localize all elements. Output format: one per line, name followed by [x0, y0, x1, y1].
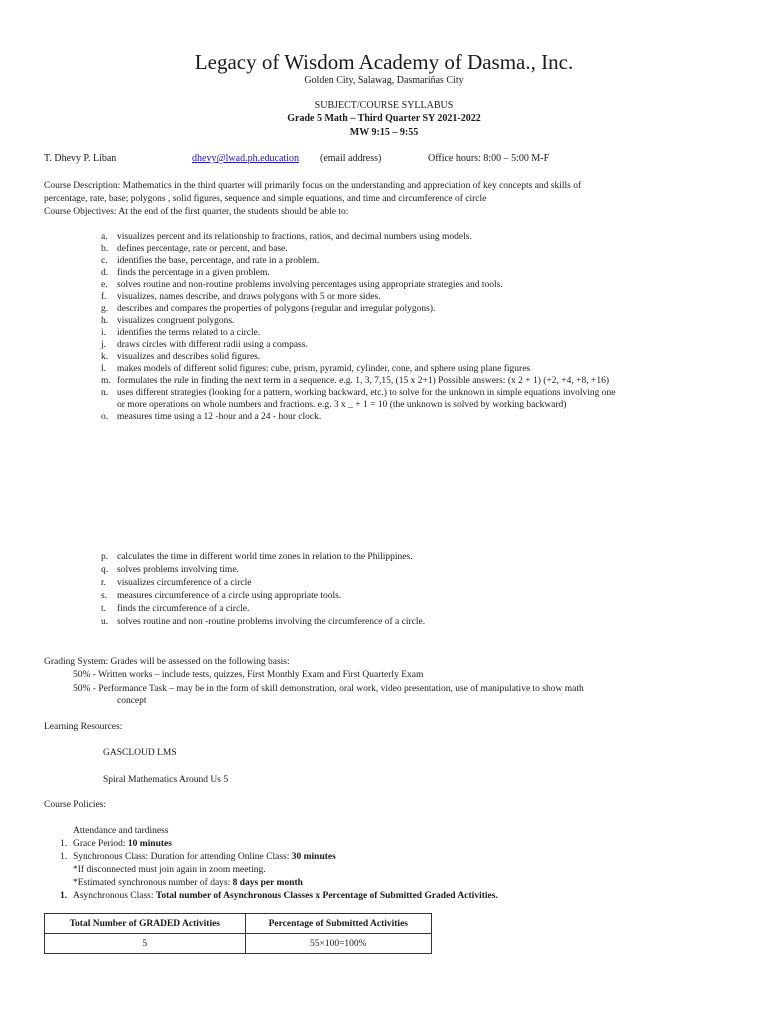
objective-item: j. draws circles with different radii using a compass. — [101, 340, 308, 350]
objective-item: p. calculates the time in different world time zones in relation to the Philippines. — [101, 552, 413, 562]
resource-item: Spiral Mathematics Around Us 5 — [103, 775, 229, 785]
disconnect-note: *If disconnected must join again in zoom meeting. — [73, 865, 266, 875]
objective-item: or more operations on whole numbers and fractions. e.g. 3 x _ + 1 = 10 (the unknown is solved by working backward) — [117, 400, 567, 410]
objective-item: i. identifies the terms related to a circle. — [101, 328, 261, 338]
office-hours: Office hours: 8:00 – 5:00 M-F — [428, 153, 550, 164]
objectives-list-a — [101, 231, 615, 423]
objective-item: e. solves routine and non-routine problems involving percentages using appropriate strategies and tools. — [101, 280, 503, 290]
objectives-list-b — [101, 551, 425, 629]
table-header-row — [45, 914, 432, 934]
objective-item: f. visualizes, names describe, and draws polygons with 5 or more sides. — [101, 292, 381, 302]
objective-item: b. defines percentage, rate or percent, and base. — [101, 244, 288, 254]
email-note: (email address) — [320, 153, 382, 164]
course-description-line-2: percentage, rate, base; polygons , solid figures, sequence and simple equations, and time and circumference of circle — [44, 194, 487, 204]
table-cell: 55×100=100% — [245, 934, 431, 954]
table-cell: 5 — [45, 934, 246, 954]
objective-item: d. finds the percentage in a given problem. — [101, 268, 270, 278]
table-header-cell: Percentage of Submitted Activities — [245, 914, 431, 934]
objective-item: h. visualizes congruent polygons. — [101, 316, 235, 326]
policy-item-asynchronous: 1. Asynchronous Class: Total number of Asynchronous Classes x Percentage of Submitted Graded Activities. — [60, 891, 498, 901]
table-header-cell: Total Number of GRADED Activities — [45, 914, 246, 934]
objective-item: l. makes models of different solid figures: cube, prism, pyramid, cylinder, cone, and sphere using plane figures — [101, 364, 531, 374]
school-address: Golden City, Salawag, Dasmariñas City — [304, 75, 464, 86]
course-policies-label: Course Policies: — [44, 800, 107, 810]
grading-performance-task-cont: concept — [117, 696, 147, 706]
objective-item: o. measures time using a 12 -hour and a 24 - hour clock. — [101, 412, 322, 422]
table-row — [45, 934, 432, 954]
grading-performance-task: 50% - Performance Task – may be in the form of skill demonstration, oral work, video presentation, use of manipulative to show math — [73, 684, 584, 694]
objective-item: c. identifies the base, percentage, and rate in a problem. — [101, 256, 320, 266]
course-description-line-1: Course Description: Mathematics in the third quarter will primarily focus on the understanding and appreciation of key concepts and skills of — [44, 181, 582, 191]
objective-item: g. describes and compares the properties of polygons (regular and irregular polygons). — [101, 304, 436, 314]
objective-item: k. visualizes and describes solid figures. — [101, 352, 261, 362]
objective-item: s. measures circumference of a circle using appropriate tools. — [101, 591, 342, 601]
teacher-name: T. Dhevy P. Liban — [44, 153, 117, 164]
grading-intro: Grading System: Grades will be assessed on the following basis: — [44, 657, 290, 667]
course-title: Grade 5 Math – Third Quarter SY 2021-2022 — [287, 113, 481, 124]
learning-resources-label: Learning Resources: — [44, 722, 123, 732]
graded-activities-table — [44, 913, 432, 954]
objective-item: t. finds the circumference of a circle. — [101, 604, 250, 614]
policy-item-grace: 1. Grace Period: 10 minutes — [60, 839, 172, 849]
resource-item: GASCLOUD LMS — [103, 748, 177, 758]
objective-item: n. uses different strategies (looking for a pattern, working backward, etc.) to solve for the unknown in simple equations involving one — [101, 388, 616, 398]
objective-item: m. formulates the rule in finding the next term in a sequence. e.g. 1, 3, 7,15, (15 x 2+1) Possible answers: (x 2 + 1) (+2, +4, +8, +16) — [101, 376, 610, 386]
objective-item: a. visualizes percent and its relationship to fractions, ratios, and decimal numbers using models. — [101, 232, 472, 242]
attendance-heading: Attendance and tardiness — [73, 826, 169, 836]
objective-item: q. solves problems involving time. — [101, 565, 239, 575]
teacher-email-link[interactable]: dhevy@lwad.ph.education — [192, 153, 299, 164]
course-objectives-intro: Course Objectives: At the end of the first quarter, the students should be able to: — [44, 207, 349, 217]
policy-item-synchronous: 1. Synchronous Class: Duration for attending Online Class: 30 minutes — [60, 852, 336, 862]
objective-item: u. solves routine and non -routine problems involving the circumference of a circle. — [101, 617, 426, 627]
grading-written-works: 50% - Written works – include tests, quizzes, First Monthly Exam and First Quarterly Exam — [73, 670, 424, 680]
course-schedule: MW 9:15 – 9:55 — [349, 127, 419, 138]
document-type: SUBJECT/COURSE SYLLABUS — [314, 100, 454, 111]
objective-item: r. visualizes circumference of a circle — [101, 578, 252, 588]
school-name: Legacy of Wisdom Academy of Dasma., Inc. — [194, 50, 574, 74]
estimated-days-note: *Estimated synchronous number of days: 8 days per month — [73, 878, 303, 888]
